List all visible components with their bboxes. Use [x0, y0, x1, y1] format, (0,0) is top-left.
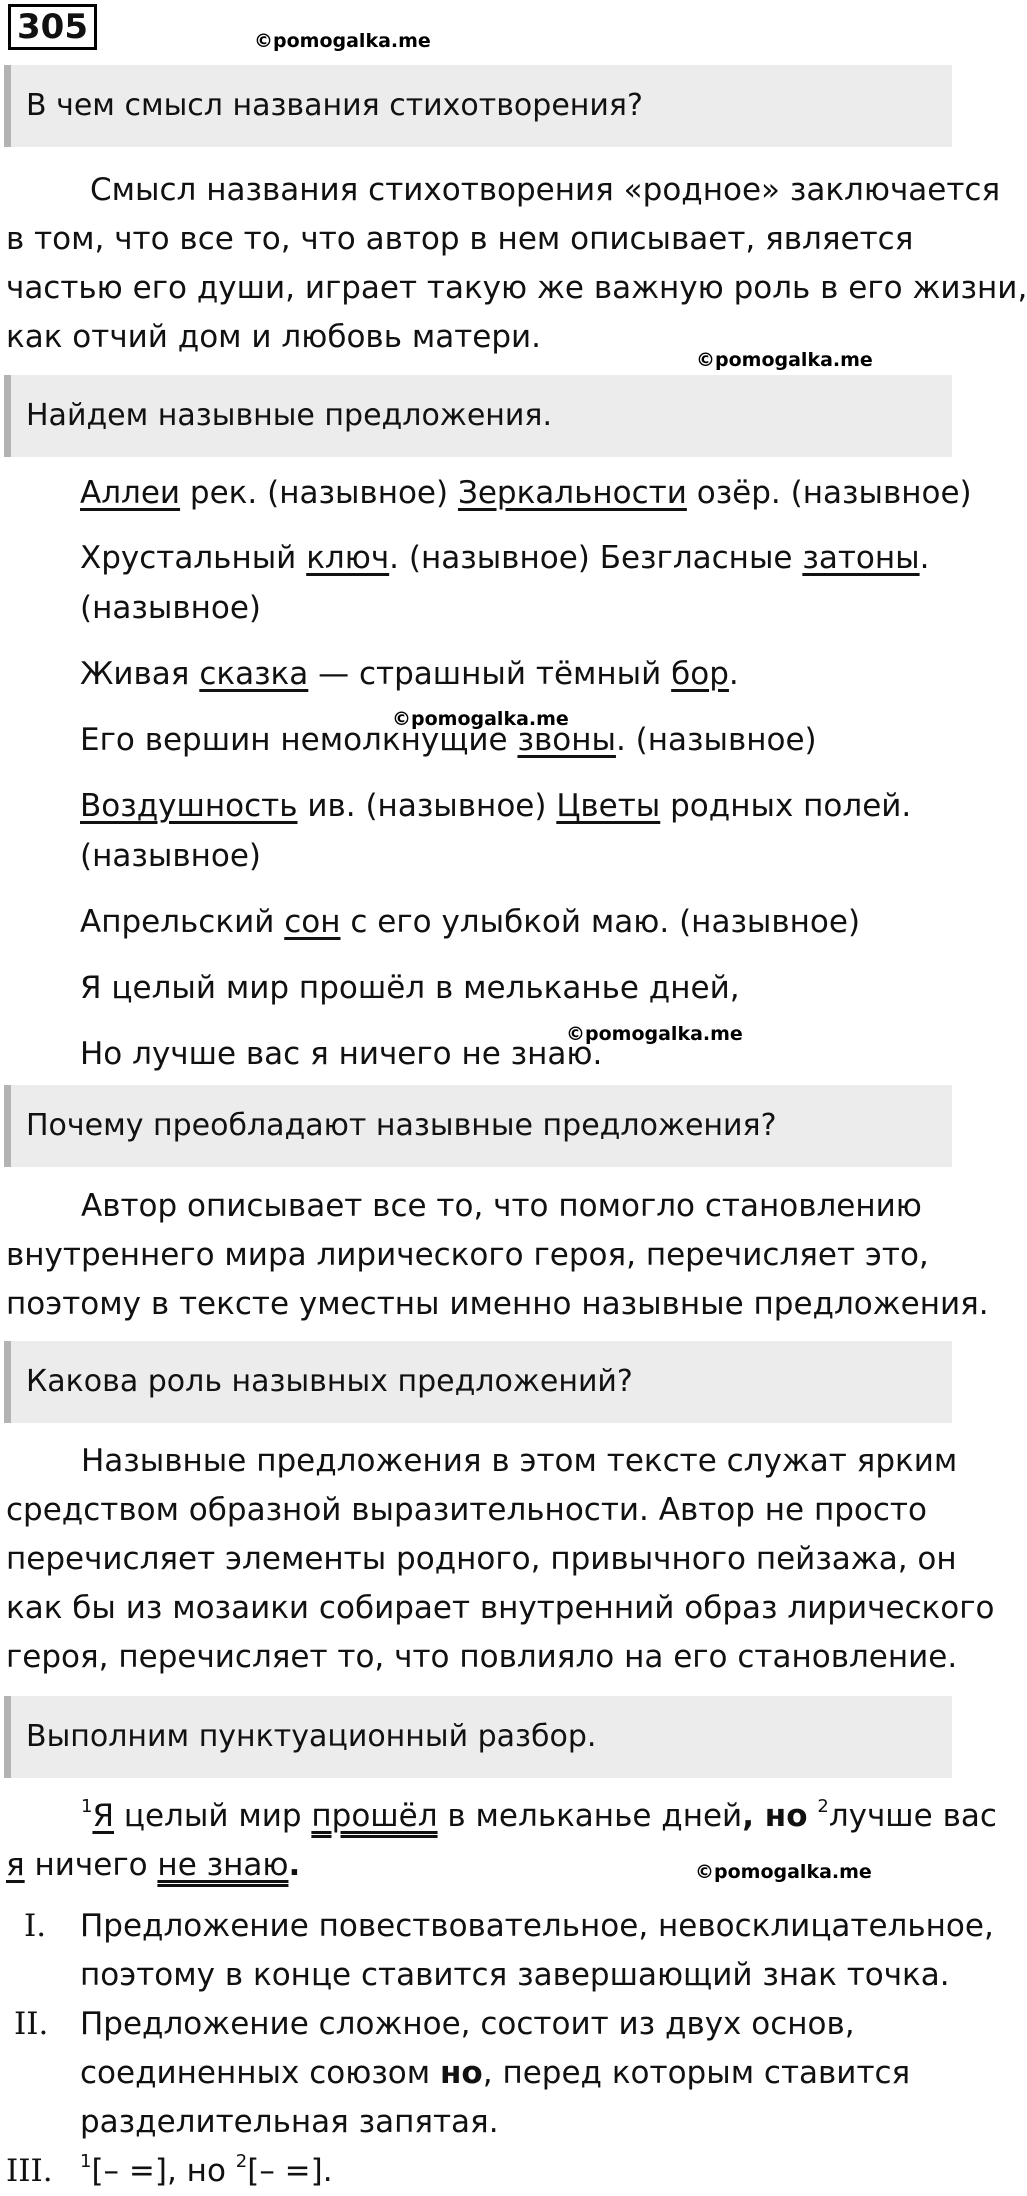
scheme: [– =]. [247, 2153, 333, 2189]
answer-3-line: поэтому в тексте уместны именно назывные предложения. [6, 1286, 989, 1322]
answer-4-line: Назывные предложения в этом тексте служат ярким [81, 1443, 958, 1479]
answer-4-line: средством образной выразительности. Автор не просто [6, 1492, 927, 1528]
subject-word: я [6, 1847, 25, 1883]
subject-word: Аллеи [80, 475, 181, 511]
text: Хрустальный [80, 540, 307, 576]
point-line [80, 2049, 910, 2098]
point-1 [80, 1902, 994, 2000]
point-line: поэтому в конце ставится завершающий знак точка. [80, 1957, 950, 1993]
watermark: ©pomogalka.me [696, 349, 873, 371]
subject-word: Я [92, 1798, 114, 1834]
part-number: 1 [81, 1796, 93, 1817]
poem-line [80, 469, 972, 517]
part-number: 1 [80, 2151, 92, 2172]
subject-word: бор [671, 656, 729, 692]
subject-word: Цветы [556, 788, 661, 824]
poem-line [80, 898, 972, 946]
answer-1-line: частью его души, играет такую же важную роль в его жизни, [6, 270, 1027, 306]
conjunction: , но [742, 1798, 808, 1834]
watermark: ©pomogalka.me [392, 708, 569, 730]
text: ив. (назывное) [297, 788, 557, 824]
poem-line: (назывное) [80, 590, 261, 626]
question-4: Какова роль назывных предложений? [4, 1341, 952, 1423]
watermark: ©pomogalka.me [254, 30, 431, 52]
text: в мельканье дней [437, 1798, 743, 1834]
answer-3 [6, 1182, 989, 1329]
text: целый мир [114, 1798, 312, 1834]
poem-line [80, 534, 972, 582]
text: . [919, 540, 930, 576]
text: . (назывное) Безгласные [389, 540, 803, 576]
predicate-word: прошёл [311, 1798, 438, 1834]
point-line: Предложение повествовательное, невосклицательное, [80, 1908, 994, 1944]
text: , перед которым ставится [482, 2055, 911, 2091]
answer-1-line: в том, что все то, что автор в нем описывает, является [6, 221, 914, 257]
question-3: Почему преобладают назывные предложения? [4, 1085, 952, 1167]
scheme: [– =], но [91, 2153, 236, 2189]
subject-word: Зеркальности [457, 475, 687, 511]
text: — страшный тёмный [308, 656, 672, 692]
poem-line [80, 782, 972, 830]
answer-1-line: Смысл названия стихотворения «родное» заключается [90, 172, 1001, 208]
text: Живая [80, 656, 200, 692]
answer-1-line: как отчий дом и любовь матери. [6, 319, 542, 355]
poem-line: Но лучше вас я ничего не знаю. [80, 1036, 603, 1072]
subject-word: затоны [802, 540, 920, 576]
text: ничего [24, 1847, 158, 1883]
subject-word: сон [284, 904, 341, 940]
answer-3-line: внутреннего мира лирического героя, перечисляет это, [6, 1237, 929, 1273]
roman-numeral: I. [24, 1908, 47, 1944]
part-number: 2 [817, 1796, 829, 1817]
point-2 [80, 2000, 910, 2147]
predicate-word: не знаю [157, 1847, 289, 1883]
answer-4-line: перечисляет элементы родного, привычного пейзажа, он [6, 1541, 957, 1577]
watermark: ©pomogalka.me [566, 1023, 743, 1045]
text: Апрельский [80, 904, 285, 940]
text: родных полей. [660, 788, 912, 824]
question-5: Выполним пунктуационный разбор. [4, 1696, 952, 1778]
answer-4-line: героя, перечисляет то, что повлияло на его становление. [6, 1639, 958, 1675]
roman-numeral: III. [6, 2153, 53, 2189]
question-1: В чем смысл названия стихотворения? [4, 65, 952, 147]
subject-word: Воздушность [80, 788, 298, 824]
text: лучше вас [828, 1798, 997, 1834]
text: Его вершин немолкнущие [80, 722, 518, 758]
scheme-line [80, 2147, 333, 2196]
subject-word: сказка [199, 656, 309, 692]
answer-4-line: как бы из мозаики собирает внутренний образ лирического [6, 1590, 995, 1626]
period: . [288, 1847, 301, 1883]
question-2: Найдем назывные предложения. [4, 375, 952, 457]
analysis-line [6, 1792, 997, 1841]
poem-line: (назывное) [80, 838, 261, 874]
text: рек. (назывное) [180, 475, 458, 511]
subject-word: звоны [517, 722, 616, 758]
task-number: 305 [8, 4, 97, 50]
answer-3-line: Автор описывает все то, что помогло становлению [81, 1188, 922, 1224]
text: озёр. (назывное) [686, 475, 972, 511]
point-3 [80, 2147, 333, 2196]
answer-1 [6, 166, 1027, 362]
poem-line [80, 650, 972, 698]
roman-numeral: II. [14, 2006, 49, 2042]
text: . [728, 656, 739, 692]
text: соединенных союзом [80, 2055, 441, 2091]
poem-line: Я целый мир прошёл в мельканье дней, [80, 970, 740, 1006]
poem-block [80, 469, 972, 1078]
subject-word: ключ [306, 540, 390, 576]
point-line: разделительная запятая. [80, 2104, 499, 2140]
conjunction: но [440, 2055, 483, 2091]
point-line: Предложение сложное, состоит из двух основ, [80, 2006, 855, 2042]
part-number: 2 [235, 2151, 248, 2172]
watermark: ©pomogalka.me [695, 1861, 872, 1883]
answer-4 [6, 1437, 995, 1682]
text: . (назывное) [615, 722, 817, 758]
text: с его улыбкой маю. (назывное) [340, 904, 861, 940]
